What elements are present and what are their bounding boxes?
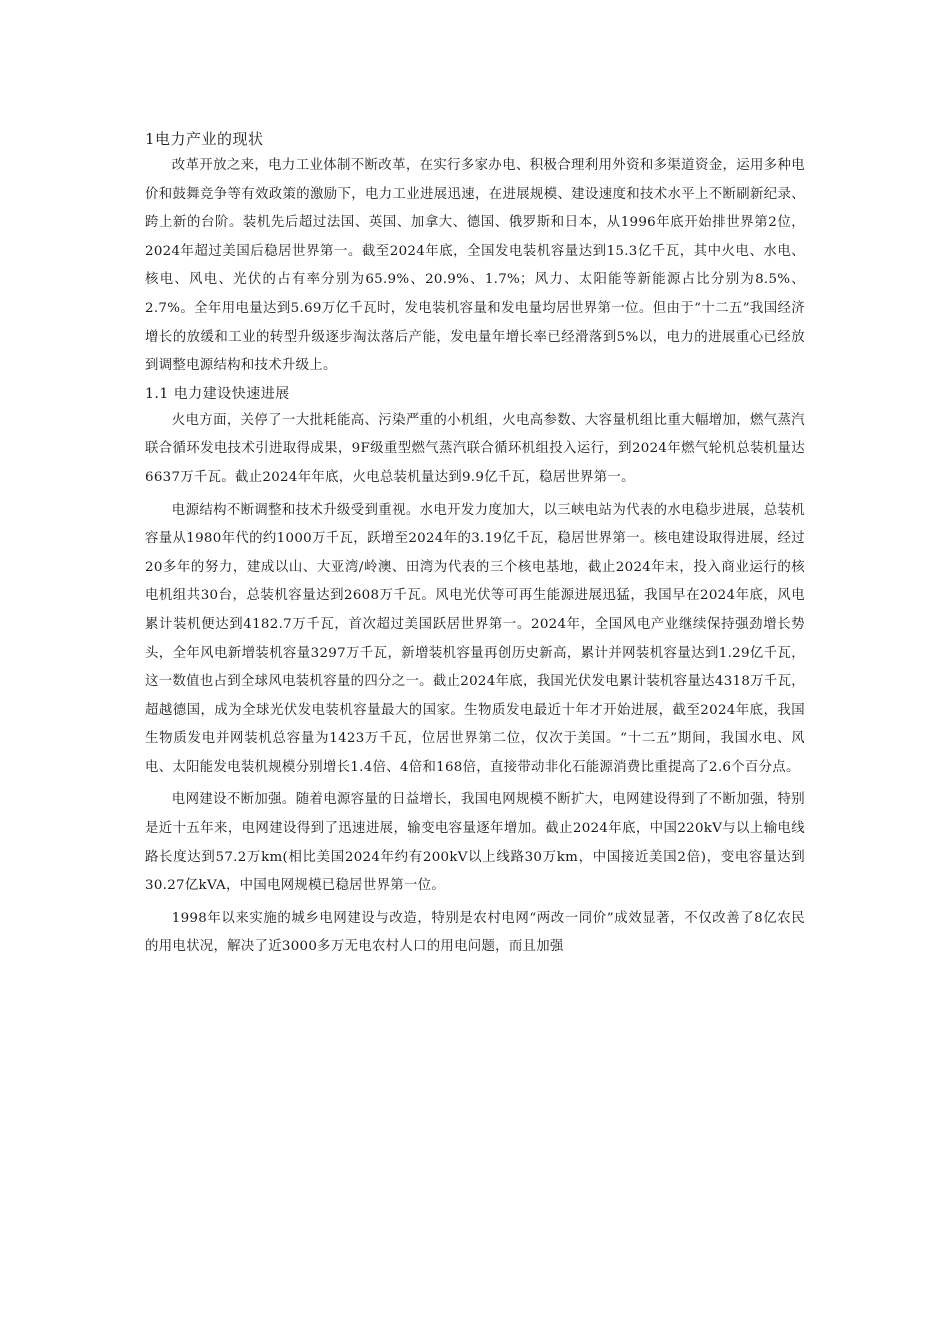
document-page <box>145 126 805 962</box>
paragraph-rural-grid: 1998年以来实施的城乡电网建设与改造，特别是农村电网“两改一同价”成效显著，不仅改善了8亿农民的用电状况，解决了近3000多万无电农村人口的用电问题，而且加强 <box>145 910 805 955</box>
paragraph-power-structure: 电源结构不断调整和技术升级受到重视。水电开发力度加大，以三峡电站为代表的水电稳步进展，总装机容量从1980年代的约1000万千瓦，跃增至2024年的3.19亿千瓦，稳居世界第一。核电建设取得进展，经过20多年的努力，建成以山、大亚湾/岭澳、田湾为代表的三个核电基地，截止2024年末，投入商业运行的核电机组共30台，总装机容量达到2608万千瓦。风电光伏等可再生能源进展迅猛，我国早在2024年底，风电累计装机便达到4182.7万千瓦，首次超过美国跃居世界第一。2024年，全国风电产业继续保持强劲增长势头，全年风电新增装机容量3297万千瓦，新增装机容量再创历史新高，累计并网装机容量达到1.29亿千瓦，这一数值也占到全球风电装机容量的四分之一。截止2024年底，我国光伏发电累计装机容量达4318万千瓦，超越德国，成为全球光伏发电装机容量最大的国家。生物质发电最近十年才开始进展，截至2024年底，我国生物质发电并网装机总容量为1423万千瓦，位居世界第二位，仅次于美国。“十二五”期间，我国水电、风电、太阳能发电装机规模分别增长1.4倍、4倍和168倍，直接带动非化石能源消费比重提高了2.6个百分点。 <box>145 502 805 775</box>
subsection-title: 1.1 电力建设快速进展 <box>145 385 290 402</box>
paragraph-grid-construction: 电网建设不断加强。随着电源容量的日益增长，我国电网规模不断扩大，电网建设得到了不断加强，特别是近十五年来，电网建设得到了迅速进展，输变电容量逐年增加。截止2024年底，中国220kV与以上输电线路长度达到57.2万km(相比美国2024年约有200kV以上线路30万km，中国接近美国2倍)，变电容量达到30.27亿kVA，中国电网规模已稳居世界第一位。 <box>145 792 805 894</box>
section-title: 1电力产业的现状 <box>145 130 264 148</box>
paragraph-thermal-power: 火电方面，关停了一大批耗能高、污染严重的小机组，火电高参数、大容量机组比重大幅增加，燃气蒸汽联合循环发电技术引进取得成果，9F级重型燃气蒸汽联合循环机组投入运行，到2024年燃气轮机总装机量达6637万千瓦。截止2024年年底，火电总装机量达到9.9亿千瓦，稳居世界第一。 <box>145 412 805 485</box>
intro-paragraph: 改革开放之来，电力工业体制不断改革，在实行多家办电、积极合理利用外资和多渠道资金，运用多种电价和鼓舞竞争等有效政策的激励下，电力工业进展迅速，在进展规模、建设速度和技术水平上不断刷新纪录、跨上新的台阶。装机先后超过法国、英国、加拿大、德国、俄罗斯和日本，从1996年底开始排世界第2位，2024年超过美国后稳居世界第一。截至2024年底，全国发电装机容量达到15.3亿千瓦，其中火电、水电、核电、风电、光伏的占有率分别为65.9%、20.9%、1.7%；风力、太阳能等新能源占比分别为8.5%、2.7%。全年用电量达到5.69万亿千瓦时，发电装机容量和发电量均居世界第一位。但由于“十二五”我国经济增长的放缓和工业的转型升级逐步淘汰落后产能，发电量年增长率已经滑落到5%以，电力的进展重心已经放到调整电源结构和技术升级上。 <box>145 158 805 374</box>
